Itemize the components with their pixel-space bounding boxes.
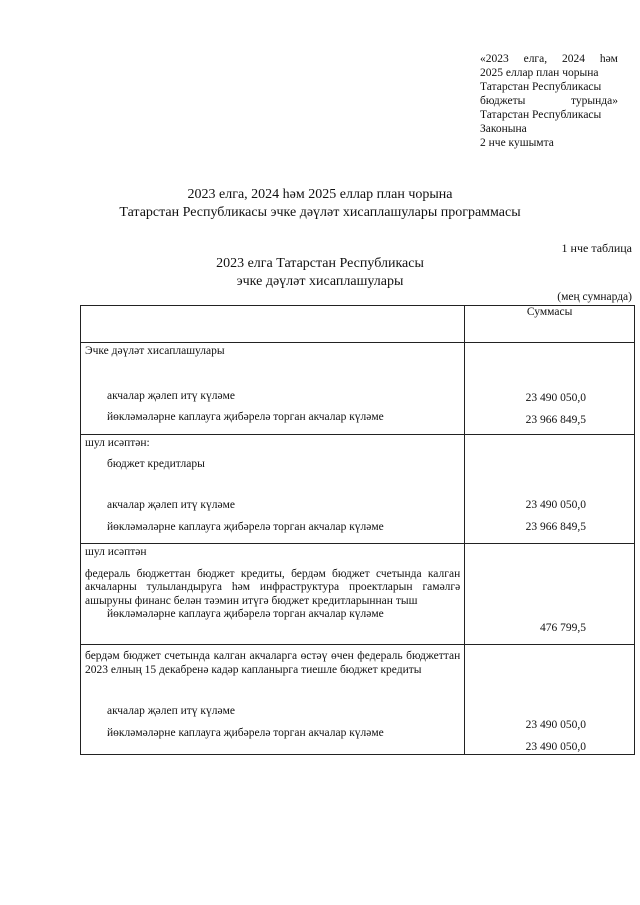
budget-table xyxy=(80,305,635,755)
header-description-cell xyxy=(81,306,465,343)
attachment-word: 2024 xyxy=(561,53,585,65)
attachment-line-3: Татарстан Республикасы xyxy=(480,81,602,93)
row-label: йөкләмәләрне каплауга җибәрелә торган акчалар күләме xyxy=(107,726,384,739)
header-amount-cell: Суммасы xyxy=(465,306,635,343)
row-label: акчалар җәлеп итү күләме xyxy=(107,499,235,511)
document-title-line-2: Татарстан Республикасы эчке дәүләт хисаплашулары программасы xyxy=(119,205,521,220)
attachment-line-7: 2 нче кушымта xyxy=(480,137,554,149)
attachment-line-6: Законына xyxy=(480,123,527,135)
row-label: акчалар җәлеп итү күләме xyxy=(107,705,235,717)
row-title: бюджет кредитлары xyxy=(107,457,205,470)
table-row xyxy=(81,544,635,645)
row-including: шул исәптән: xyxy=(85,437,150,449)
amount-cell xyxy=(465,544,635,645)
row-description: федераль бюджеттан бюджет кредиты, бердәм бюджет счетында калган акчаларны тулыландыруга һәм инфраструктура проектларын гамәлгә ашыруны финанс белән тәэмин итүгә бюджет кредитларыннан тыш xyxy=(85,567,461,607)
table-title-line-1: 2023 елга Татарстан Республикасы xyxy=(216,256,424,271)
description-cell xyxy=(81,435,465,544)
table-title xyxy=(180,255,460,291)
description-cell xyxy=(81,645,465,755)
amount-cell xyxy=(465,343,635,435)
attachment-line-2: 2025 еллар план чорына xyxy=(480,67,599,79)
row-description: бердәм бюджет счетында калган акчаларга өстәү өчен федераль бюджеттан 2023 елның 15 декабренә кадәр капланырга тиешле бюджет кредиты xyxy=(85,650,461,676)
table-number: 1 нче таблица xyxy=(561,241,632,255)
attachment-word: «2023 xyxy=(480,53,509,65)
attachment-note xyxy=(480,52,618,150)
units-note: (мең сумнарда) xyxy=(557,291,632,303)
row-label: йөкләмәләрне каплауга җибәрелә торган акчалар күләме xyxy=(107,411,384,423)
attachment-word: турында» xyxy=(571,95,618,107)
row-value: 23 490 050,0 xyxy=(525,499,586,511)
row-title: Эчке дәүләт хисаплашулары xyxy=(85,345,225,357)
row-value: 476 799,5 xyxy=(540,622,586,634)
row-including: шул исәптән xyxy=(85,546,147,558)
row-label: акчалар җәлеп итү күләме xyxy=(107,389,235,402)
attachment-line-4 xyxy=(480,94,618,108)
attachment-line-1 xyxy=(480,52,618,66)
table-header-row xyxy=(81,306,635,343)
row-label: йөкләмәләрне каплауга җибәрелә торган акчалар күләме xyxy=(107,608,384,620)
attachment-word: бюджеты xyxy=(480,95,526,107)
document-title xyxy=(60,186,580,222)
row-value: 23 490 050,0 xyxy=(525,740,586,753)
row-label: йөкләмәләрне каплауга җибәрелә торган акчалар күләме xyxy=(107,520,384,533)
table-row xyxy=(81,645,635,755)
table-row xyxy=(81,435,635,544)
description-cell xyxy=(81,544,465,645)
table-row xyxy=(81,343,635,435)
document-title-line-1: 2023 елга, 2024 һәм 2025 еллар план чорына xyxy=(187,187,453,202)
attachment-word: һәм xyxy=(599,53,618,65)
attachment-word: елга, xyxy=(523,53,548,65)
amount-cell xyxy=(465,435,635,544)
table-title-line-2: эчке дәүләт хисаплашулары xyxy=(236,274,404,289)
row-value: 23 966 849,5 xyxy=(525,520,586,533)
row-value: 23 490 050,0 xyxy=(525,392,586,404)
row-value: 23 966 849,5 xyxy=(525,413,586,426)
attachment-line-5: Татарстан Республикасы xyxy=(480,109,602,121)
row-value: 23 490 050,0 xyxy=(525,719,586,731)
amount-cell xyxy=(465,645,635,755)
description-cell xyxy=(81,343,465,435)
